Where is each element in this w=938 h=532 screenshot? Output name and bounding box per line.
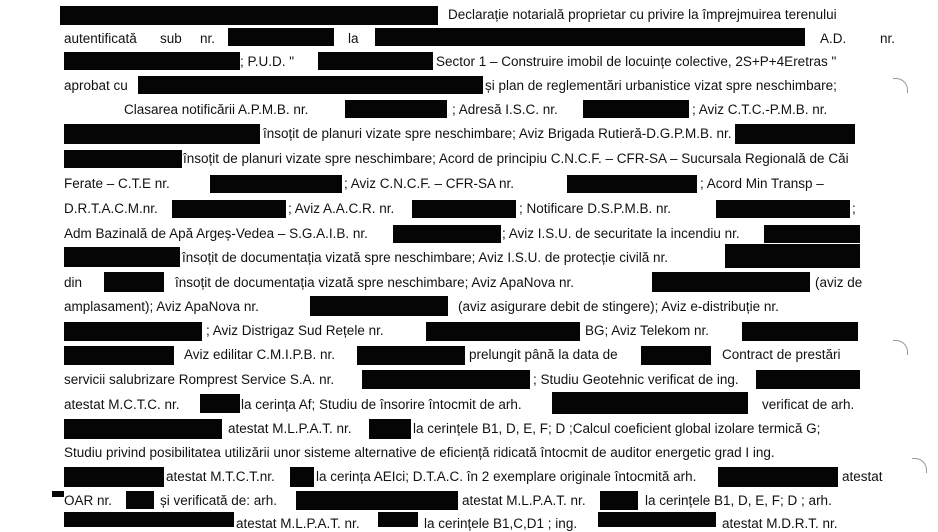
- redaction-bar: [641, 346, 711, 365]
- redaction-bar: [362, 370, 530, 389]
- text-line: atestat M.L.P.A.T. nr.: [236, 516, 360, 531]
- text-line: și verificată de: arh.: [160, 493, 278, 508]
- redaction-bar: [60, 6, 438, 25]
- redaction-bar: [600, 491, 638, 510]
- redaction-bar: [725, 244, 860, 268]
- text-line: la cerințele B1, D, E, F; D ;Calcul coeficient global izolare termică G;: [413, 421, 821, 436]
- redaction-bar: [345, 100, 447, 118]
- redaction-bar: [64, 52, 240, 70]
- text-line: sub: [160, 31, 182, 46]
- redaction-bar: [567, 175, 697, 193]
- text-line: amplasament); Aviz ApaNova nr.: [64, 299, 259, 314]
- text-line: autentificată: [64, 31, 137, 46]
- text-line: OAR nr.: [64, 493, 113, 508]
- redaction-bar: [718, 467, 838, 487]
- text-line: Clasarea notificării A.P.M.B. nr.: [124, 102, 309, 117]
- text-line: atestat M.L.P.A.T. nr.: [462, 493, 586, 508]
- redaction-bar: [104, 272, 164, 292]
- redaction-bar: [357, 346, 465, 365]
- redaction-bar: [200, 394, 240, 413]
- text-line: nr.: [200, 31, 216, 46]
- redaction-bar: [742, 322, 858, 341]
- margin-mark: [893, 340, 908, 355]
- redaction-bar: [228, 28, 334, 46]
- redaction-bar: [426, 322, 580, 341]
- redaction-bar: [172, 200, 286, 218]
- redaction-bar: [764, 225, 860, 243]
- text-line: BG; Aviz Telekom nr.: [585, 323, 710, 338]
- redaction-bar: [210, 175, 342, 193]
- text-line: (aviz de: [815, 275, 863, 290]
- text-line: A.D.: [820, 31, 847, 46]
- redaction-bar: [296, 491, 458, 510]
- text-line: ; P.U.D. ": [240, 54, 295, 69]
- text-line: nr.: [880, 31, 896, 46]
- text-line: atestat: [842, 469, 883, 484]
- text-line: și plan de reglementări urbanistice vizat spre neschimbare;: [485, 78, 837, 93]
- text-line: ; Adresă I.S.C. nr.: [452, 102, 558, 117]
- text-line: ;: [852, 201, 856, 216]
- text-line: Declarație notarială proprietar cu privire la împrejmuirea terenului: [448, 7, 837, 22]
- redaction-bar: [310, 296, 448, 316]
- text-line: D.R.T.A.C.M.nr.: [64, 201, 158, 216]
- text-line: însoțit de documentația vizată spre neschimbare; Aviz I.S.U. de protecție civilă nr.: [182, 250, 668, 265]
- redaction-bar: [64, 419, 222, 439]
- margin-mark: [912, 458, 927, 473]
- text-line: însoțit de planuri vizate spre neschimbare; Aviz Brigada Rutieră-D.G.P.M.B. nr.: [263, 126, 732, 141]
- text-line: din: [64, 275, 83, 290]
- redaction-bar: [735, 124, 855, 144]
- text-line: Sector 1 – Construire imobil de locuințe colective, 2S+P+4Eretras ": [436, 54, 837, 69]
- redaction-bar: [652, 272, 810, 292]
- text-line: la cerințele B1,C,D1 ; ing.: [424, 516, 578, 531]
- redaction-bar: [64, 247, 180, 267]
- text-line: ; Notificare D.S.P.M.B. nr.: [519, 201, 672, 216]
- text-line: Contract de prestări: [722, 347, 841, 362]
- redaction-bar: [64, 467, 164, 487]
- text-line: la cerința Af; Studiu de însorire întocmit de arh.: [241, 397, 522, 412]
- text-line: atestat M.L.P.A.T. nr.: [228, 421, 352, 436]
- text-line: ; Acord Min Transp –: [700, 176, 824, 191]
- text-line: la cerința AEIci; D.T.A.C. în 2 exemplare originale întocmită arh.: [316, 469, 697, 484]
- redaction-bar: [138, 76, 483, 94]
- text-line: Studiu privind posibilitatea utilizării unor sisteme alternative de eficiență ridicată întocmit de auditor energetic grad I ing.: [64, 445, 775, 460]
- redaction-bar: [290, 467, 314, 487]
- redaction-bar: [126, 491, 154, 509]
- text-line: atestat M.D.R.T. nr.: [722, 516, 838, 531]
- redaction-bar: [393, 225, 501, 243]
- redaction-bar: [375, 28, 805, 46]
- redaction-bar: [369, 419, 411, 439]
- text-line: însoțit de documentația vizată spre neschimbare; Aviz ApaNova nr.: [175, 275, 574, 290]
- redaction-bar: [378, 512, 418, 527]
- redaction-bar: [64, 322, 202, 341]
- text-line: la cerințele B1, D, E, F; D ; arh.: [645, 493, 832, 508]
- redaction-bar: [64, 512, 234, 527]
- text-line: ; Aviz I.S.U. de securitate la incendiu nr.: [502, 226, 740, 241]
- text-line: atestat M.T.C.T.nr.: [166, 469, 275, 484]
- redaction-bar: [412, 200, 516, 218]
- text-line: ; Studiu Geotehnic verificat de ing.: [533, 372, 739, 387]
- text-line: Ferate – C.T.E nr.: [64, 176, 170, 191]
- text-line: ; Aviz C.N.C.F. – CFR-SA nr.: [344, 176, 515, 191]
- redaction-bar: [598, 512, 716, 527]
- text-line: servicii salubrizare Romprest Service S.A. nr.: [64, 372, 335, 387]
- redaction-bar: [52, 491, 64, 497]
- text-line: verificat de arh.: [762, 397, 855, 412]
- text-line: ; Aviz Distrigaz Sud Rețele nr.: [206, 323, 384, 338]
- text-line: ; Aviz A.A.C.R. nr.: [288, 201, 395, 216]
- redaction-bar: [64, 150, 182, 168]
- redaction-bar: [64, 346, 174, 365]
- text-line: (aviz asigurare debit de stingere); Aviz e-distribuție nr.: [458, 299, 779, 314]
- redaction-bar: [318, 52, 433, 70]
- text-line: Adm Bazinală de Apă Argeș-Vedea – S.G.A.I.B. nr.: [64, 226, 368, 241]
- redaction-bar: [716, 200, 850, 218]
- text-line: prelungit până la data de: [469, 347, 618, 362]
- text-line: aprobat cu: [64, 78, 128, 93]
- text-line: ; Aviz C.T.C.-P.M.B. nr.: [692, 102, 828, 117]
- text-line: la: [348, 31, 359, 46]
- margin-mark: [893, 78, 908, 93]
- text-line: atestat M.C.T.C. nr.: [64, 397, 180, 412]
- text-line: Aviz edilitar C.M.I.P.B. nr.: [184, 347, 336, 362]
- redaction-bar: [64, 124, 260, 144]
- redaction-bar: [756, 370, 860, 389]
- redaction-bar: [552, 392, 748, 414]
- text-line: însoțit de planuri vizate spre neschimbare; Acord de principiu C.N.C.F. – CFR-SA – Sucursala Regională de Căi: [183, 151, 849, 166]
- redaction-bar: [583, 100, 689, 118]
